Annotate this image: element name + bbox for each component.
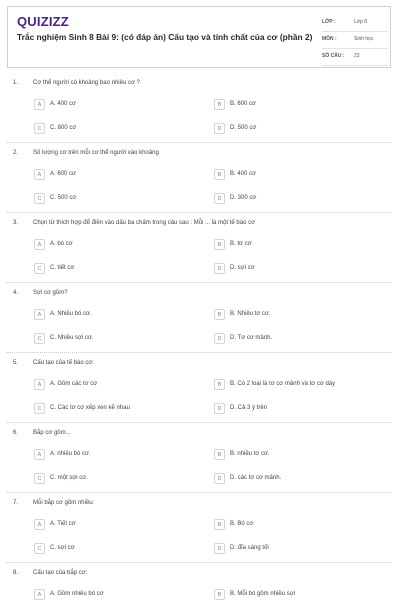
option-letter: B [214, 379, 225, 390]
question-number: 1. [13, 80, 19, 86]
option-a[interactable] [34, 519, 202, 531]
meta-value: 23 [354, 53, 360, 59]
question-text: Bắp cơ gồm... [33, 430, 71, 436]
option-d[interactable] [214, 403, 382, 415]
option-c[interactable] [34, 403, 202, 415]
question-number: 6. [13, 430, 19, 436]
option-d[interactable] [214, 123, 382, 135]
option-letter: D [214, 123, 225, 134]
option-text: D. Cả 3 ý trên [230, 405, 268, 411]
option-letter: B [214, 519, 225, 530]
question-text: Chọn từ thích hợp để điền vào dấu ba chấm trong câu sau : Mỗi ... là một tế bào cơ [33, 220, 256, 226]
option-letter: C [34, 193, 45, 204]
option-text: C. tiết cơ [50, 265, 75, 271]
option-letter: D [214, 403, 225, 414]
option-a[interactable] [34, 379, 202, 391]
page-title: Trắc nghiệm Sinh 8 Bài 9: (có đáp án) Cấu tạo và tính chất của cơ (phần 2) [17, 32, 313, 42]
question-number: 8. [13, 570, 19, 576]
question-text: Sợi cơ gồm? [33, 290, 68, 296]
option-letter: B [214, 239, 225, 250]
option-letter: B [214, 309, 225, 320]
option-c[interactable] [34, 193, 202, 205]
question-text: Cấu tạo của bắp cơ: [33, 570, 88, 576]
meta-row-count [322, 50, 388, 66]
option-letter: C [34, 543, 45, 554]
meta-row-subject [322, 33, 388, 49]
option-text: A. Gồm nhiều bó cơ [50, 591, 104, 597]
option-text: D. đĩa sáng tối [230, 545, 269, 551]
option-d[interactable] [214, 193, 382, 205]
option-b[interactable] [214, 239, 382, 251]
question-text: Số lượng cơ trên mỗi cơ thể người vào khoảng [33, 150, 159, 156]
question-number: 2. [13, 150, 19, 156]
option-letter: D [214, 473, 225, 484]
option-text: B. Có 2 loại là tơ cơ mảnh và tơ cơ dày [230, 381, 336, 387]
option-letter: C [34, 403, 45, 414]
option-text: A. Tiết cơ [50, 521, 76, 527]
option-text: A. 600 cơ [50, 171, 76, 177]
option-text: B. Bó cơ [230, 521, 254, 527]
meta-row-grade [322, 16, 388, 32]
option-letter: D [214, 333, 225, 344]
option-a[interactable] [34, 309, 202, 321]
question-number: 5. [13, 360, 19, 366]
option-b[interactable] [214, 519, 382, 531]
option-letter: B [214, 589, 225, 600]
option-letter: A [34, 449, 45, 460]
option-text: C. Nhiều sợi cơ. [50, 335, 94, 341]
question-text: Cấu tạo của tế bào cơ: [33, 360, 94, 366]
option-c[interactable] [34, 123, 202, 135]
option-letter: A [34, 169, 45, 180]
option-text: D. 500 cơ [230, 125, 257, 131]
question-number: 7. [13, 500, 19, 506]
option-a[interactable] [34, 239, 202, 251]
option-a[interactable] [34, 449, 202, 461]
option-a[interactable] [34, 589, 202, 601]
worksheet-header [7, 6, 391, 68]
question-text: Mỗi bắp cơ gồm nhiều: [33, 500, 95, 506]
option-text: A. nhiều bó cơ. [50, 451, 91, 457]
quizizz-logo: QUIZIZZ [17, 14, 69, 29]
meta-key: MÔN : [322, 36, 337, 42]
option-b[interactable] [214, 169, 382, 181]
option-letter: C [34, 333, 45, 344]
option-text: A. Nhiều bó cơ. [50, 311, 92, 317]
option-text: B. 400 cơ [230, 171, 256, 177]
option-a[interactable] [34, 169, 202, 181]
option-text: C. sợi cơ [50, 545, 75, 551]
option-letter: B [214, 99, 225, 110]
option-text: B. Nhiều tơ cơ. [230, 311, 271, 317]
option-b[interactable] [214, 99, 382, 111]
option-letter: B [214, 169, 225, 180]
divider [7, 142, 391, 143]
option-text: D. sợi cơ [230, 265, 255, 271]
option-a[interactable] [34, 99, 202, 111]
question-number: 4. [13, 290, 19, 296]
option-letter: A [34, 379, 45, 390]
option-c[interactable] [34, 333, 202, 345]
divider [7, 422, 391, 423]
option-letter: A [34, 99, 45, 110]
option-text: B. tơ cơ [230, 241, 252, 247]
option-d[interactable] [214, 473, 382, 485]
divider [7, 212, 391, 213]
option-d[interactable] [214, 333, 382, 345]
option-b[interactable] [214, 449, 382, 461]
option-text: C. 500 cơ [50, 195, 77, 201]
option-c[interactable] [34, 473, 202, 485]
option-text: A. 400 cơ [50, 101, 76, 107]
divider [7, 492, 391, 493]
option-c[interactable] [34, 263, 202, 275]
option-text: B. nhiều tơ cơ. [230, 451, 270, 457]
option-text: B. Mỗi bó gồm nhiều sợi [230, 591, 295, 597]
meta-value: Lớp 8 [354, 19, 368, 25]
option-letter: A [34, 239, 45, 250]
option-b[interactable] [214, 379, 382, 391]
option-b[interactable] [214, 589, 382, 601]
option-letter: B [214, 449, 225, 460]
divider [7, 352, 391, 353]
divider [7, 282, 391, 283]
option-letter: C [34, 473, 45, 484]
option-letter: D [214, 263, 225, 274]
option-d[interactable] [214, 543, 382, 555]
option-text: D. 300 cơ [230, 195, 257, 201]
option-letter: D [214, 193, 225, 204]
option-text: C. 800 cơ [50, 125, 77, 131]
meta-value: Sinh học [354, 36, 374, 42]
option-text: D. các tơ cơ mảnh. [230, 475, 282, 481]
option-c[interactable] [34, 543, 202, 555]
option-letter: A [34, 309, 45, 320]
option-text: B. 600 cơ [230, 101, 256, 107]
option-letter: C [34, 263, 45, 274]
option-d[interactable] [214, 263, 382, 275]
question-number: 3. [13, 220, 19, 226]
option-b[interactable] [214, 309, 382, 321]
option-letter: A [34, 589, 45, 600]
divider [7, 562, 391, 563]
option-letter: A [34, 519, 45, 530]
option-letter: C [34, 123, 45, 134]
question-text: Cơ thể người có khoảng bao nhiêu cơ ? [33, 80, 140, 86]
option-text: C. một sợi cơ. [50, 475, 88, 481]
option-text: C. Các tơ cơ xếp xen kẽ nhau [50, 405, 130, 411]
meta-key: LỚP : [322, 19, 336, 25]
option-text: A. bó cơ [50, 241, 73, 247]
meta-key: SỐ CÂU : [322, 53, 345, 59]
option-letter: D [214, 543, 225, 554]
option-text: D. Tơ cơ mảnh. [230, 335, 273, 341]
meta-panel [322, 16, 388, 67]
option-text: A. Gồm các tơ cơ [50, 381, 98, 387]
